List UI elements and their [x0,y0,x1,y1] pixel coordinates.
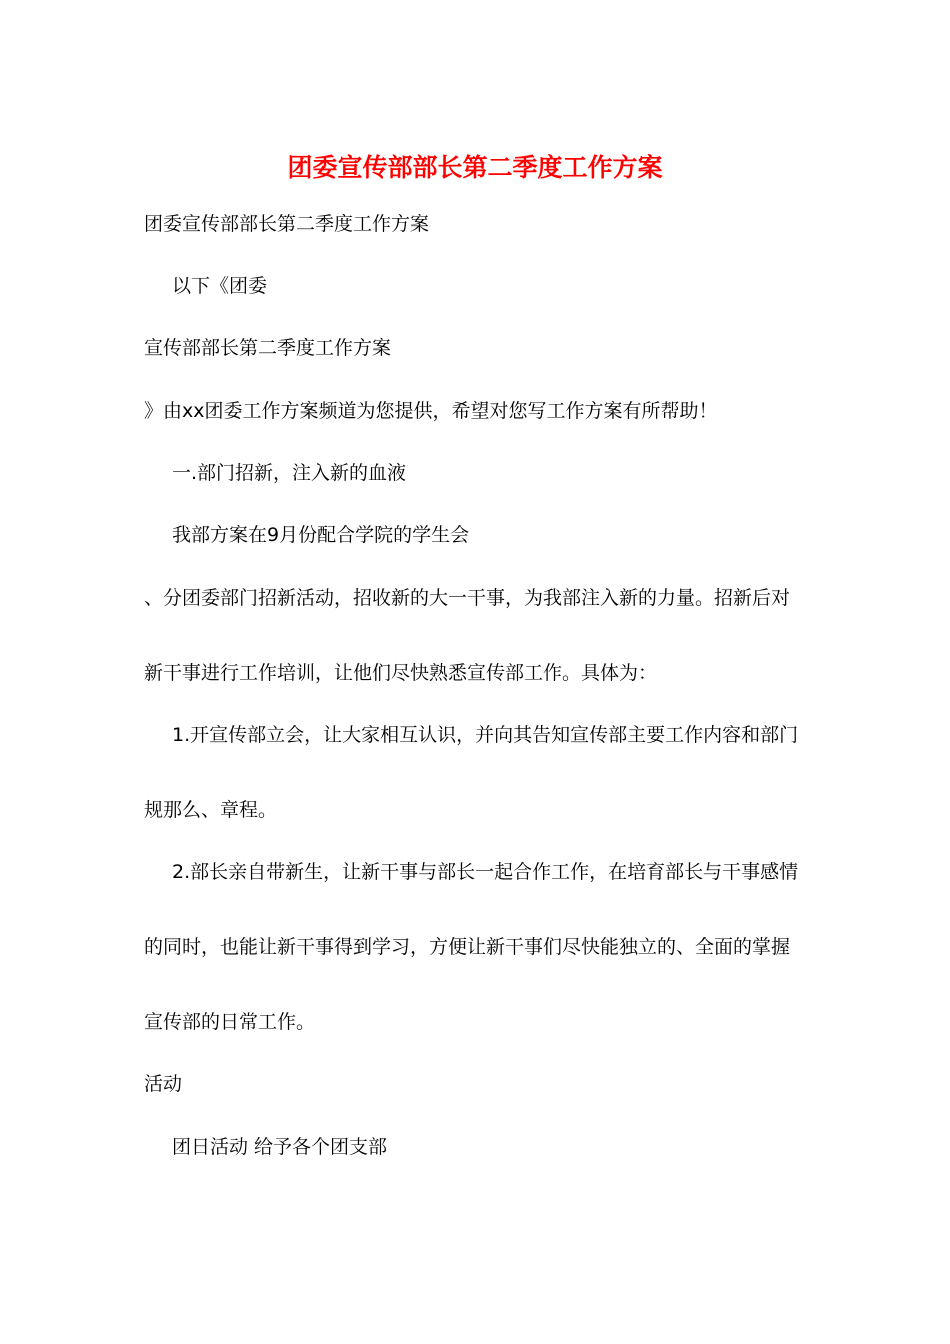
paragraph-line: 的同时，也能让新干事得到学习，方便让新干事们尽快能独立的、全面的掌握 [144,936,791,958]
list-item: 2.部长亲自带新生，让新干事与部长一起合作工作，在培育部长与干事感情 [172,861,799,883]
document-title: 团委宣传部部长第二季度工作方案 [287,153,663,182]
paragraph-line: 宣传部的日常工作。 [144,1011,316,1033]
paragraph-line: 团委宣传部部长第二季度工作方案 [144,213,430,235]
paragraph-line: 新干事进行工作培训，让他们尽快熟悉宣传部工作。具体为： [144,662,658,684]
paragraph-line: 宣传部部长第二季度工作方案 [144,337,392,359]
paragraph-line: 、分团委部门招新活动，招收新的大一干事，为我部注入新的力量。招新后对 [144,587,791,609]
section-heading: 一.部门招新，注入新的血液 [172,462,407,484]
section-heading: 活动 [144,1073,183,1095]
paragraph-line: 规那么、章程。 [144,799,278,821]
paragraph-line: 》由xx团委工作方案频道为您提供，希望对您写工作方案有所帮助！ [144,400,718,422]
paragraph-line: 我部方案在9月份配合学院的学生会 [172,524,470,546]
list-item: 1.开宣传部立会，让大家相互认识，并向其告知宣传部主要工作内容和部门 [172,724,799,746]
paragraph-line: 团日活动 给予各个团支部 [172,1136,388,1158]
paragraph-line: 以下《团委 [172,275,268,297]
